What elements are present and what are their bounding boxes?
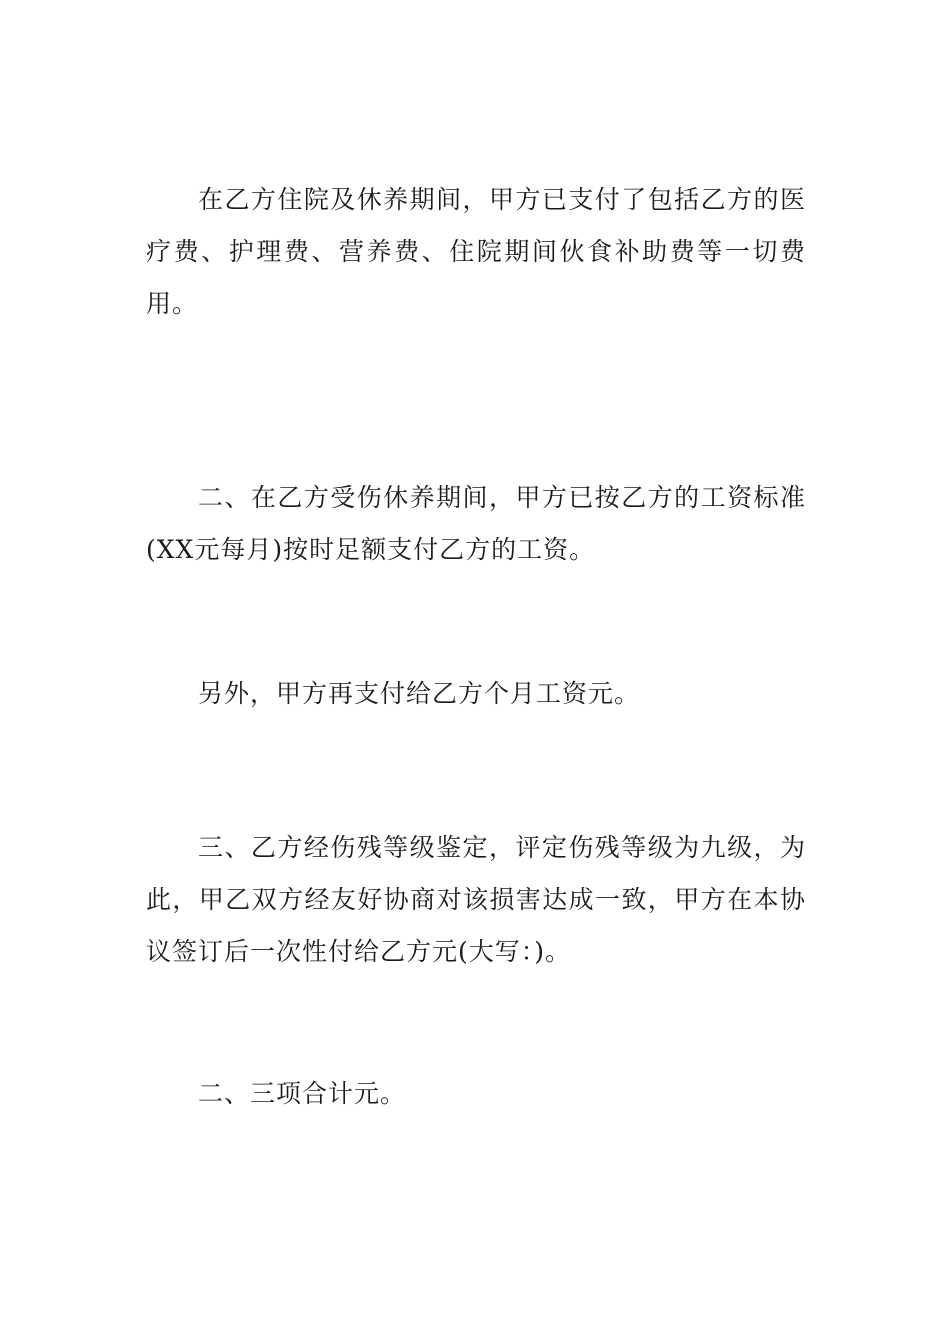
paragraph-wage-payment: 二、在乙方受伤休养期间，甲方已按乙方的工资标准(XX元每月)按时足额支付乙方的工资。 xyxy=(146,483,806,564)
paragraph-total: 二、三项合计元。 xyxy=(198,1079,407,1108)
paragraph-medical-expenses: 在乙方住院及休养期间，甲方已支付了包括乙方的医疗费、护理费、营养费、住院期间伙食补助费等一切费用。 xyxy=(146,185,806,318)
paragraph-additional-wages: 另外，甲方再支付给乙方个月工资元。 xyxy=(198,679,641,708)
paragraph-disability-compensation: 三、乙方经伤残等级鉴定，评定伤残等级为九级，为此，甲乙双方经友好协商对该损害达成一致，甲方在本协议签订后一次性付给乙方元(大写：)。 xyxy=(146,833,806,966)
